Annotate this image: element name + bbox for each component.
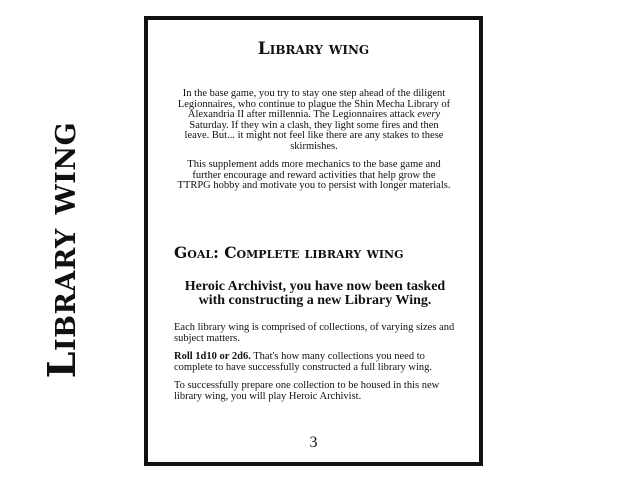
goal-heading: Goal: Complete library wing bbox=[174, 243, 404, 262]
document-page bbox=[144, 16, 483, 466]
intro-paragraph-1-end: Saturday. If they win a clash, they light some fires and then leave. But... it might not feel like there are any stakes to these skirmishes. bbox=[184, 119, 444, 152]
tasked-statement: Heroic Archivist, you have now been tasked with constructing a new Library Wing. bbox=[184, 279, 446, 308]
intro-paragraph-1-start: In the base game, you try to stay one step ahead of the diligent Legionnaires, who continue to plague the Shin Mecha Library of Alexandria II after millennia. The Legionnaires attack bbox=[177, 88, 451, 120]
roll-explanation: That's how many collections you need to complete to have successfully constructed a full library wing. bbox=[174, 351, 433, 373]
page-number: 3 bbox=[309, 434, 318, 451]
intro-paragraph-1 bbox=[176, 89, 452, 152]
intro-paragraph-2: This supplement adds more mechanics to the base game and further encourage and reward activities that help grow the TTRPG hobby and motivate you to persist with longer materials. bbox=[177, 159, 451, 191]
body-paragraph-2 bbox=[174, 352, 460, 373]
body-paragraph-1: Each library wing is comprised of collections, of varying sizes and subject matters. bbox=[174, 322, 455, 344]
roll-instruction: Roll 1d10 or 2d6. bbox=[174, 351, 251, 362]
side-title: Library wing bbox=[39, 121, 84, 379]
body-text bbox=[174, 323, 460, 410]
intro-emphasis: every bbox=[417, 109, 441, 120]
intro-text bbox=[176, 89, 452, 200]
page-heading: Library wing bbox=[257, 39, 370, 59]
body-paragraph-3: To successfully prepare one collection to be housed in this new library wing, you will play Heroic Archivist. bbox=[174, 380, 440, 402]
